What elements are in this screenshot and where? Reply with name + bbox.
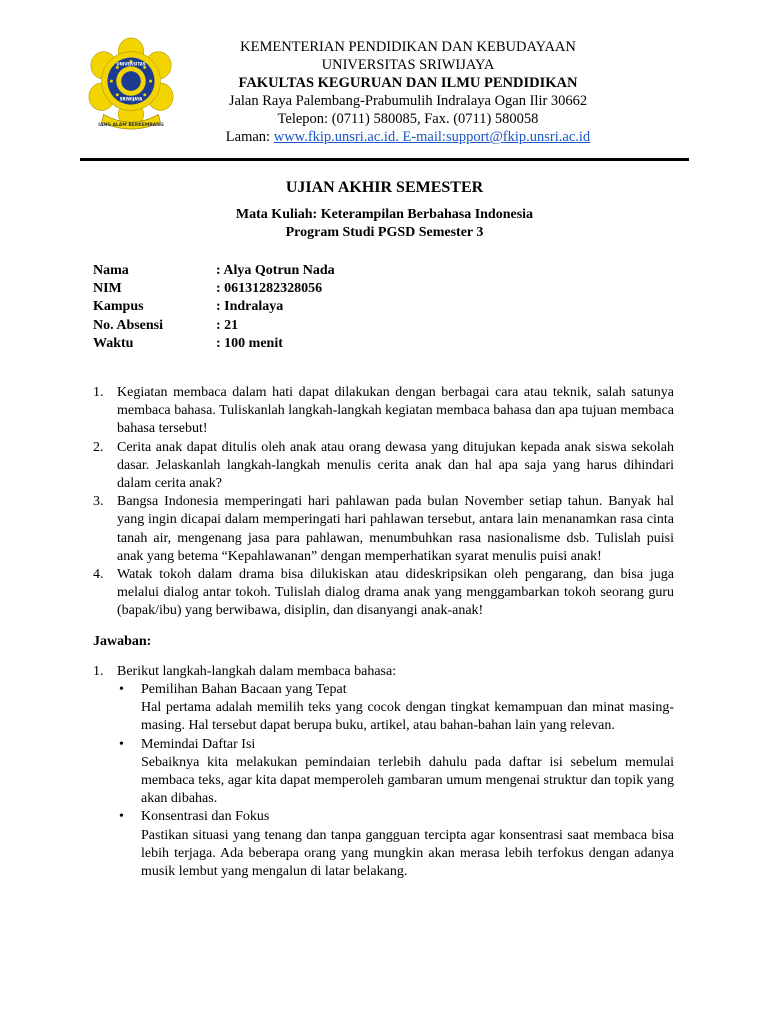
bullet-icon: • [119,809,124,825]
svg-text:UNIVERSITAS: UNIVERSITAS [116,61,146,67]
answer-point [117,736,674,809]
svg-text:IANG ALAM BERKEMBANG: IANG ALAM BERKEMBANG [98,123,164,129]
student-identity [93,262,335,353]
program-name: Program Studi PGSD Semester 3 [285,225,484,240]
question-item: 3. Bangsa Indonesia memperingati hari pahlawan pada bulan November setiap tahun. Banyak hal yang ingin dicapai dalam memperingati hari pahlawan tersebut, antara lain menanamkan rasa cinta tanah air, mengenang jasa para pahlawan, menumbuhkan rasa nasionalisme dsb. Tulislah puisi anak yang betema “Kepahlawanan” dengan memperhatikan syarat menulis puisi anak! [93,494,674,564]
identity-row: No. Absensi : 21 [93,317,239,333]
exam-title: UJIAN AKHIR SEMESTER [285,179,484,196]
university-name: UNIVERSITAS SRIWIJAYA [321,57,495,73]
question-item: 2. Cerita anak dapat ditulis oleh anak atau orang dewasa yang ditujukan kepada anak siswa sekolah dasar. Jelaskanlah langkah-langkah menulis cerita anak dan hal apa saja yang harus dihindari dalam cerita anak? [93,439,674,492]
question-item: 4. Watak tokoh dalam drama bisa dilukiskan atau dideskripsikan oleh pengarang, dan bisa juga melalui dialog antar tokoh. Tulislah dialog drama anak yang menggambarkan tokoh seorang guru (bapak/ibu) yang berwibawa, disiplin, dan disanyangi anak-anak! [93,567,674,619]
identity-row: Kampus : Indralaya [93,299,284,315]
website-line [180,128,636,146]
question-list [93,384,674,621]
answer-item: 1. Berikut langkah-langkah dalam membaca bahasa: • Pemilihan Bahan Bacaan yang Tepat Hal pertama adalah memilih teks yang cocok dengan tingkat kemampuan dan minat masing-masing. Hal tersebut dapat berupa buku, artikel, atau bahan-bahan lain yang relevan. • Memindai Daftar Isi Sebaiknya kita melakukan pemindaian terlebih dahulu pada daftar isi sebelum memulai membaca teks, agar kita dapat memperoleh gambaran umum mengenai struktur dan topik yang akan dibahas. • Konsentrasi dan Fokus Pastikan situasi yang tenang dan tanpa gangguan tercipta agar konsentrasi saat membaca bisa lebih terjaga. Ada beberapa orang yang mungkin akan merasa lebih terfokus dengan adanya musik lembut yang mengalun di latar belakang. [93,663,674,881]
university-logo [82,36,180,134]
point-title: Konsentrasi dan Fokus [141,809,270,825]
letterhead [180,38,636,146]
question-item: 1. Kegiatan membaca dalam hati dapat dilakukan dengan berbagai cara atau teknik, salah satunya membaca bahasa. Tuliskanlah langkah-langkah kegiatan membaca bahasa dan apa tujuan membaca bahasa tersebut! [93,385,674,437]
identity-row: Waktu : 100 menit [93,335,283,351]
bullet-icon: • [119,682,124,698]
phone-fax: Telepon: (0711) 580085, Fax. (0711) 580058 [277,111,539,127]
identity-row: NIM : 06131282328056 [93,281,323,297]
email-link[interactable]: . E-mail:support@fkip.unsri.ac.id [395,129,591,145]
point-desc: Hal pertama adalah memilih teks yang cocok dengan tingkat kemampuan dan minat masing-masing. Hal tersebut dapat berupa buku, artikel, atau bahan-bahan lain yang relevan. [141,700,674,734]
course-name: Mata Kuliah: Keterampilan Berbahasa Indonesia [235,207,534,222]
exam-body [93,384,674,881]
point-title: Memindai Daftar Isi [141,736,256,752]
bullet-icon: • [119,736,124,752]
answer-intro: Berikut langkah-langkah dalam membaca bahasa: [117,663,397,679]
laman-label: Laman: [225,129,274,145]
faculty-name: FAKULTAS KEGURUAN DAN ILMU PENDIDIKAN [238,75,578,91]
point-title: Pemilihan Bahan Bacaan yang Tepat [141,682,347,698]
answer-point [117,681,674,736]
website-link[interactable]: www.fkip.unsri.ac.id [273,129,396,145]
ministry-name: KEMENTERIAN PENDIDIKAN DAN KEBUDAYAAN [240,39,576,55]
point-desc: Pastikan situasi yang tenang dan tanpa gangguan tercipta agar konsentrasi saat membaca bisa lebih terjaga. Ada beberapa orang yang mungkin akan merasa lebih terfokus dengan adanya musik lembut yang mengalun di latar belakang. [141,827,674,880]
address: Jalan Raya Palembang-Prabumulih Indralaya Ogan Ilir 30662 [228,93,588,109]
identity-row: Nama : Alya Qotrun Nada [93,263,335,278]
header-divider [80,158,689,161]
answer-point [117,808,674,881]
answer-heading: Jawaban: [93,633,152,649]
svg-text:SRIWIJAYA: SRIWIJAYA [119,96,143,102]
point-desc: Sebaiknya kita melakukan pemindaian terlebih dahulu pada daftar isi sebelum memulai membaca teks, agar kita dapat memperoleh gambaran umum mengenai struktur dan topik yang akan dibahas. [141,754,674,807]
exam-title-block [80,178,689,242]
